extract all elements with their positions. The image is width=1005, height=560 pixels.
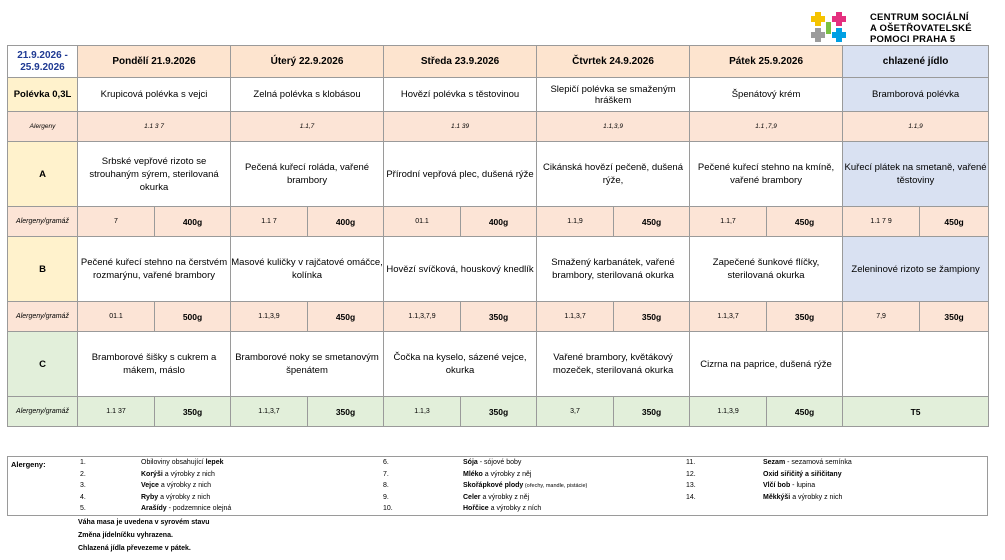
soup-item: Bramborová polévka: [843, 78, 989, 112]
gram-weight: 450g: [308, 302, 384, 332]
soup-row: [8, 78, 989, 112]
allergen-codes: T5: [843, 397, 989, 427]
legend-item: Mléko a výrobky z něj: [463, 470, 532, 478]
meal-item: Srbské vepřové rizoto se strouhaným sýrem, sterilovaná okurka: [78, 142, 231, 207]
meal-item: Zapečené šunkové flíčky, sterilovaná okurka: [690, 237, 843, 302]
legend-item: Sója - sójové boby: [463, 459, 522, 466]
meal-item: Pečené kuřecí stehno na kmíně, vařené brambory: [690, 142, 843, 207]
gram-weight: 350g: [308, 397, 384, 427]
meal-item: Bramborové noky se smetanovým špenátem: [231, 332, 384, 397]
legend-item: Hořčice a výrobky z ních: [463, 505, 542, 512]
legend-number: 1.: [80, 459, 86, 466]
meal-allergen-row-c: [8, 397, 989, 427]
meal-allergen-row-a: [8, 207, 989, 237]
day-header: Čtvrtek 24.9.2026: [537, 46, 690, 78]
allergen-label: Alergeny/gramáž: [8, 397, 78, 427]
soup-item: Špenátový krém: [690, 78, 843, 112]
legend-number: 9.: [383, 493, 389, 501]
gram-weight: 500g: [155, 302, 231, 332]
allergen-codes: 1.1,3,7: [231, 397, 308, 427]
gram-weight: 450g: [920, 207, 989, 237]
header-row: [8, 46, 989, 78]
allergen-codes: 1.1,3,9: [690, 397, 767, 427]
meal-item: Pečené kuřecí stehno na čerstvém rozmarýnu, vařené brambory: [78, 237, 231, 302]
meal-row-c: [8, 332, 989, 397]
soup-item: Zelná polévka s klobásou: [231, 78, 384, 112]
legend-item: Arašídy - podzemnice olejná: [141, 505, 232, 512]
gram-weight: 400g: [461, 207, 537, 237]
allergen-legend: [7, 456, 988, 516]
allergen-codes: 01.1: [78, 302, 155, 332]
allergen-codes: 1.1,3,7,9: [384, 302, 461, 332]
legend-item: Korýši a výrobky z nich: [141, 470, 215, 478]
legend-number: 13.: [686, 482, 696, 489]
note: Změna jídelníčku vyhrazena.: [78, 532, 173, 539]
legend-item: Skořápkové plody (ořechy, mandle, pistácie): [463, 482, 588, 489]
day-header-chilled: chlazené jídlo: [843, 46, 989, 78]
meal-row-a: [8, 142, 989, 207]
day-header: Úterý 22.9.2026: [231, 46, 384, 78]
date-range: 21.9.2026 - 25.9.2026: [8, 46, 78, 78]
legend-item: Obiloviny obsahující lepek: [141, 459, 224, 466]
meal-label: B: [8, 237, 78, 302]
allergen-codes: 1.1,7: [690, 207, 767, 237]
allergen-codes: 1.1 3 7: [78, 112, 231, 142]
meal-item: Vařené brambory, květákový mozeček, sterilovaná okurka: [537, 332, 690, 397]
legend-number: 12.: [686, 470, 696, 478]
meal-item: Pečená kuřecí roláda, vařené brambory: [231, 142, 384, 207]
day-header: Pondělí 21.9.2026: [78, 46, 231, 78]
meal-label: C: [8, 332, 78, 397]
legend-number: 11.: [686, 459, 696, 466]
meal-item: [843, 332, 989, 397]
soup-label: Polévka 0,3L: [8, 78, 78, 112]
gram-weight: 350g: [614, 397, 690, 427]
gram-weight: 350g: [767, 302, 843, 332]
meal-item: Cikánská hovězí pečeně, dušená rýže,: [537, 142, 690, 207]
allergen-label: Alergeny/gramáž: [8, 207, 78, 237]
menu-table: [7, 45, 989, 427]
allergen-codes: 1.1,3,9: [537, 112, 690, 142]
logo-text-line1: CENTRUM SOCIÁLNÍ: [870, 12, 969, 23]
soup-item: Hovězí polévka s těstovinou: [384, 78, 537, 112]
logo: [810, 10, 1000, 46]
allergen-codes: 1.1 7 9: [843, 207, 920, 237]
legend-item: Oxid siřičitý a siřičitany: [763, 470, 842, 478]
legend-item: Ryby a výrobky z nich: [141, 493, 211, 501]
allergen-label: Alergeny: [8, 112, 78, 142]
allergen-codes: 7,9: [843, 302, 920, 332]
legend-number: 7.: [383, 470, 389, 478]
legend-item: Vlčí bob - lupina: [763, 482, 816, 489]
legend-item: Vejce a výrobky z nich: [141, 482, 212, 489]
meal-item: Kuřecí plátek na smetaně, vařené těstoviny: [843, 142, 989, 207]
gram-weight: 350g: [920, 302, 989, 332]
legend-title: Alergeny:: [11, 460, 46, 469]
legend-number: 2.: [80, 470, 86, 478]
soup-allergen-row: [8, 112, 989, 142]
legend-number: 14.: [686, 493, 696, 501]
allergen-codes: 1.1 7: [231, 207, 308, 237]
meal-allergen-row-b: [8, 302, 989, 332]
gram-weight: 400g: [308, 207, 384, 237]
legend-item: Sezam - sezamová semínka: [763, 459, 852, 466]
meal-item: Zeleninové rizoto se žampiony: [843, 237, 989, 302]
gram-weight: 450g: [614, 207, 690, 237]
gram-weight: 400g: [155, 207, 231, 237]
legend-item: Celer a výrobky z něj: [463, 493, 530, 501]
legend-number: 8.: [383, 482, 389, 489]
allergen-codes: 3,7: [537, 397, 614, 427]
allergen-codes: 1.1 ,7,9: [690, 112, 843, 142]
meal-item: Hovězí svíčková, houskový knedlík: [384, 237, 537, 302]
allergen-codes: 1.1,3,7: [537, 302, 614, 332]
meal-item: Masové kuličky v rajčatové omáčce, kolínka: [231, 237, 384, 302]
note: Váha masa je uvedena v syrovém stavu: [78, 519, 210, 526]
legend-number: 4.: [80, 493, 86, 501]
gram-weight: 450g: [767, 397, 843, 427]
legend-number: 6.: [383, 459, 389, 466]
allergen-codes: 7: [78, 207, 155, 237]
gram-weight: 350g: [155, 397, 231, 427]
legend-number: 3.: [80, 482, 86, 489]
gram-weight: 350g: [461, 397, 537, 427]
meal-item: Přírodní vepřová plec, dušená rýže: [384, 142, 537, 207]
logo-cross-icon: [810, 10, 860, 46]
allergen-codes: 1.1 37: [78, 397, 155, 427]
allergen-codes: 1.1,3,7: [690, 302, 767, 332]
gram-weight: 350g: [461, 302, 537, 332]
soup-item: Slepičí polévka se smaženým hráškem: [537, 78, 690, 112]
allergen-codes: 1.1,9: [537, 207, 614, 237]
allergen-codes: 1.1,7: [231, 112, 384, 142]
meal-row-b: [8, 237, 989, 302]
meal-item: Bramborové šišky s cukrem a mákem, máslo: [78, 332, 231, 397]
legend-number: 5.: [80, 505, 86, 512]
logo-text-line3: POMOCI PRAHA 5: [870, 34, 956, 45]
soup-item: Krupicová polévka s vejci: [78, 78, 231, 112]
legend-item: Měkkýši a výrobky z nich: [763, 493, 843, 501]
legend-number: 10.: [383, 505, 393, 512]
allergen-codes: 1.1,3: [384, 397, 461, 427]
day-header: Středa 23.9.2026: [384, 46, 537, 78]
note: Chlazená jídla převezeme v pátek.: [78, 545, 191, 552]
allergen-label: Alergeny/gramáž: [8, 302, 78, 332]
allergen-codes: 1.1,9: [843, 112, 989, 142]
logo-text-line2: A OŠETŘOVATELSKÉ: [870, 23, 972, 34]
meal-item: Smažený karbanátek, vařené brambory, sterilovaná okurka: [537, 237, 690, 302]
allergen-codes: 01.1: [384, 207, 461, 237]
meal-label: A: [8, 142, 78, 207]
allergen-codes: 1.1 39: [384, 112, 537, 142]
allergen-codes: 1.1,3,9: [231, 302, 308, 332]
gram-weight: 450g: [767, 207, 843, 237]
gram-weight: 350g: [614, 302, 690, 332]
meal-item: Cizrna na paprice, dušená rýže: [690, 332, 843, 397]
meal-item: Čočka na kyselo, sázené vejce, okurka: [384, 332, 537, 397]
day-header: Pátek 25.9.2026: [690, 46, 843, 78]
